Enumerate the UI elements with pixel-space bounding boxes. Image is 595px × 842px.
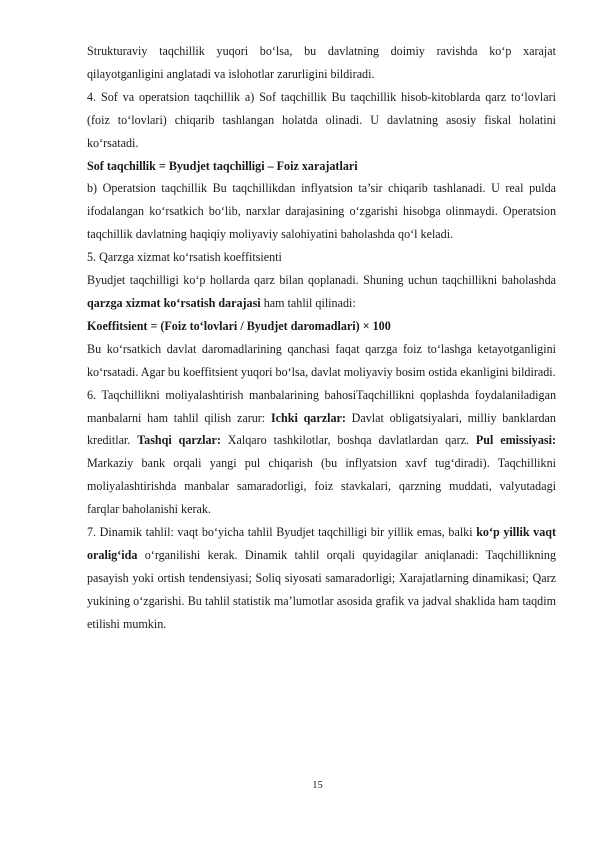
page-number: 15 [312,780,323,791]
paragraph-net-operational-deficit: 4. Sof va operatsion taqchillik a) Sof taqchillik Bu taqchillik hisob-kitoblarda qarz to‘lovlari (foiz to‘lovlari) chiqarib tashlangan holatda olinadi. U davlatning asosiy fiskal holatini ko‘rsatadi. [87,89,556,150]
paragraph-dynamic-analysis: 7. Dinamik tahlil: vaqt bo‘yicha tahlil Byudjet taqchilligi bir yillik emas, balki ko‘p yillik vaqt oralig‘ida o‘rganilishi kerak. Dinamik tahlil orqali quyidagilar aniqlanadi: Taqchillikning pasayish yoki ortish tendensiyasi; Soliq siyosati samaradorligi; Xarajatlarning dinamikasi; Qarz yukining o‘zgarishi. Bu tahlil statistik ma’lumotlar asosida grafik va jadval shaklida ham taqdim etilishi mumkin. [87,525,556,631]
paragraph-debt-coverage: Byudjet taqchilligi ko‘p hollarda qarz bilan qoplanadi. Shuning uchun taqchillikni baholashda qarzga xizmat ko‘rsatish darajasi ham tahlil qilinadi: [87,273,556,310]
formula-net-deficit: Sof taqchillik = Byudjet taqchilligi – Foiz xarajatlari [87,158,358,173]
paragraph-coefficient-meaning: Bu ko‘rsatkich davlat daromadlarining qanchasi faqat qarzga foiz to‘lashga ketayotganligini ko‘rsatadi. Agar bu koeffitsient yuqori bo‘lsa, davlat moliyaviy bosim ostida ekanligini bildiradi. [87,341,556,379]
page-content [87,40,556,636]
heading-debt-service-ratio: 5. Qarzga xizmat ko‘rsatish koeffitsienti [87,250,282,265]
paragraph-structural-deficit: Strukturaviy taqchillik yuqori bo‘lsa, bu davlatning doimiy ravishda ko‘p xarajat qilayotganligini anglatadi va islohotlar zarurligini bildiradi. [87,44,556,81]
formula-coefficient: Koeffitsient = (Foiz to‘lovlari / Byudjet daromadlari) × 100 [87,318,391,333]
paragraph-financing-sources: 6. Taqchillikni moliyalashtirish manbalarining bahosiTaqchillikni qoplashda foydalaniladigan manbalarni ham tahlil qilish zarur: Ichki qarzlar: Davlat obligatsiyalari, milliy banklardan kreditlar. Tashqi qarzlar: Xalqaro tashkilotlar, boshqa davlatlardan qarz. Pul emissiyasi: Markaziy bank orqali yangi pul chiqarish (bu inflyatsion xavf tug‘diradi). Taqchillikni moliyalashtirishda manbalar samaradorligi, foiz stavkalari, qarzning muddati, valyutadagi farqlar baholanishi kerak. [87,387,556,517]
paragraph-operational-deficit: b) Operatsion taqchillik Bu taqchillikdan inflyatsion ta’sir chiqarib tashlanadi. U real pulda ifodalangan ko‘rsatkich bo‘lib, narxlar darajasining o‘zgarishi hisobga olinmaydi. Operatsion taqchillik davlatning haqiqiy moliyaviy salohiyatini baholashda qo‘l keladi. [87,181,556,242]
